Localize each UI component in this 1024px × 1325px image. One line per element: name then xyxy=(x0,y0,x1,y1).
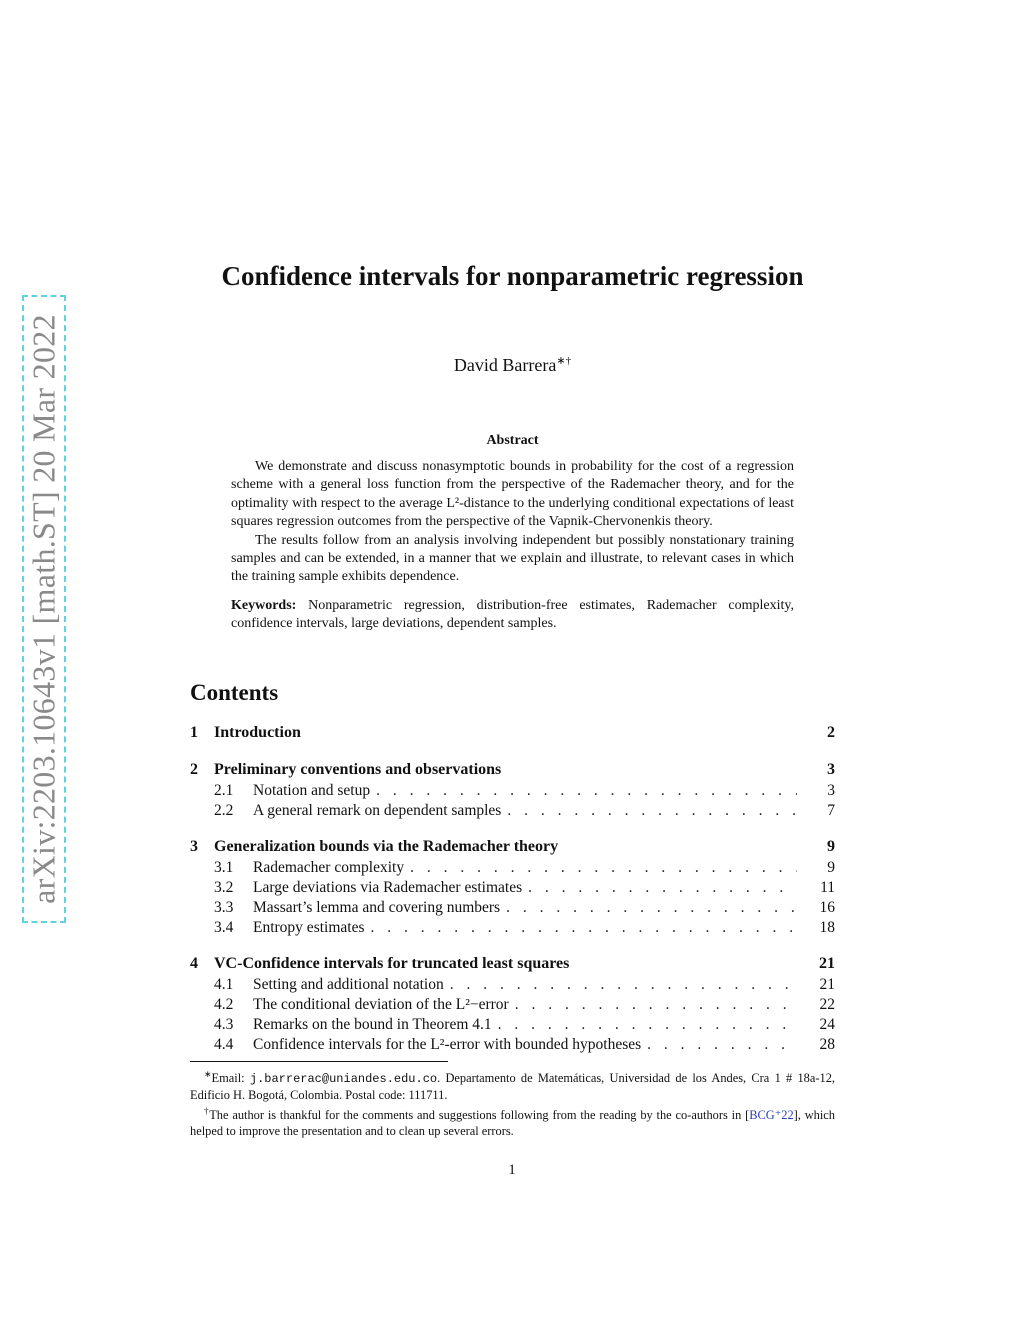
author-footnote-marks[interactable]: ∗† xyxy=(556,355,572,367)
toc-title: Notation and setup xyxy=(253,782,371,799)
toc-subentry[interactable] xyxy=(190,801,835,821)
toc-title: Entropy estimates xyxy=(253,919,365,936)
footnote-text-before: The author is thankful for the comments and suggestions following from the reading by the co-authors in [ xyxy=(209,1108,750,1123)
toc-section-1 xyxy=(190,722,835,744)
footnote-mark: † xyxy=(204,1106,210,1117)
toc-subentry[interactable] xyxy=(190,878,835,898)
toc-subentry[interactable] xyxy=(190,1035,835,1055)
abstract-heading: Abstract xyxy=(486,433,539,448)
toc-leader-dots xyxy=(370,781,797,801)
toc-number: 1 xyxy=(190,724,198,741)
toc-subentry[interactable] xyxy=(190,1015,835,1035)
arxiv-id: arXiv:2203.10643v1 [math.ST] 20 Mar 2022 xyxy=(25,314,62,904)
footnote-affiliation: . Departamento de Matemáticas, Universidad de los Andes, Cra 1 # 18a-12, Edificio H. Bogotá, Colombia. Postal code: 111711. xyxy=(190,1071,835,1103)
toc-title: Setting and additional notation xyxy=(253,976,444,993)
toc-page: 22 xyxy=(819,996,835,1013)
abstract xyxy=(231,458,794,634)
toc-leader-dots xyxy=(500,898,797,918)
toc-number: 3.3 xyxy=(214,899,234,916)
footnote-2 xyxy=(190,1103,835,1139)
toc-number: 4.3 xyxy=(214,1016,234,1033)
toc-page: 21 xyxy=(819,976,835,993)
toc-number: 2 xyxy=(190,761,198,778)
keywords-text: Nonparametric regression, distribution-free estimates, Rademacher complexity, confidence intervals, large deviations, dependent samples. xyxy=(231,597,794,632)
toc-subentry[interactable] xyxy=(190,918,835,938)
toc-title: Rademacher complexity xyxy=(253,859,405,876)
toc-subentry[interactable] xyxy=(190,781,835,801)
toc-title: Introduction xyxy=(214,724,301,741)
toc-number: 4.2 xyxy=(214,996,234,1013)
toc-subentry[interactable] xyxy=(190,975,835,995)
toc-section-3 xyxy=(190,836,835,938)
toc-number: 2.1 xyxy=(214,782,234,799)
page-number: 1 xyxy=(508,1162,516,1178)
toc-title: Generalization bounds via the Rademacher theory xyxy=(214,838,559,855)
footnote-text-after: ], which helped to improve the presentation and to clean up several errors. xyxy=(190,1108,835,1139)
contents-heading: Contents xyxy=(190,680,279,705)
toc-page: 3 xyxy=(827,782,835,799)
toc-section-4 xyxy=(190,953,835,1055)
toc-title: A general remark on dependent samples xyxy=(253,802,502,819)
toc-entry[interactable] xyxy=(190,722,835,744)
toc-page: 24 xyxy=(819,1016,835,1033)
toc-page: 9 xyxy=(827,859,835,876)
footnote-email-prefix: Email: xyxy=(211,1071,245,1086)
toc-title: The conditional deviation of the L²−error xyxy=(253,996,509,1013)
toc-page: 9 xyxy=(827,838,835,855)
toc-title: Remarks on the bound in Theorem 4.1 xyxy=(253,1016,492,1033)
footnotes xyxy=(190,1066,835,1139)
toc-leader-dots xyxy=(444,975,797,995)
toc-page: 16 xyxy=(819,899,835,916)
toc-leader-dots xyxy=(501,801,797,821)
toc-number: 4.1 xyxy=(214,976,234,993)
toc-entry[interactable] xyxy=(190,953,835,975)
toc-subentry[interactable] xyxy=(190,858,835,878)
toc-title: Large deviations via Rademacher estimates xyxy=(253,879,523,896)
toc-subentry[interactable] xyxy=(190,898,835,918)
footnote-1 xyxy=(190,1066,835,1103)
toc-leader-dots xyxy=(492,1015,797,1035)
toc-entry[interactable] xyxy=(190,759,835,781)
toc-leader-dots xyxy=(404,858,797,878)
author-name: David Barrera xyxy=(453,355,557,375)
arxiv-stamp xyxy=(22,295,66,923)
toc-entry[interactable] xyxy=(190,836,835,858)
toc-page: 2 xyxy=(827,724,835,741)
toc-page: 18 xyxy=(819,919,835,936)
toc-number: 3.4 xyxy=(214,919,234,936)
toc-subentry[interactable] xyxy=(190,995,835,1015)
toc-title: VC-Confidence intervals for truncated least squares xyxy=(214,955,570,972)
toc-page: 21 xyxy=(819,955,835,972)
toc-page: 3 xyxy=(827,761,835,778)
toc-title: Confidence intervals for the L²-error with bounded hypotheses xyxy=(253,1036,642,1053)
footnote-mark: ∗ xyxy=(204,1069,212,1079)
toc-page: 7 xyxy=(827,802,835,819)
toc-leader-dots xyxy=(522,878,797,898)
keywords xyxy=(231,597,794,634)
footnote-rule xyxy=(190,1061,448,1062)
toc-title: Massart’s lemma and covering numbers xyxy=(253,899,501,916)
toc-leader-dots xyxy=(365,918,798,938)
table-of-contents xyxy=(190,722,835,1070)
toc-number: 3.2 xyxy=(214,879,234,896)
keywords-label: Keywords: xyxy=(231,597,297,613)
toc-leader-dots xyxy=(509,995,797,1015)
toc-number: 4 xyxy=(190,955,198,972)
toc-number: 2.2 xyxy=(214,802,234,819)
toc-number: 4.4 xyxy=(214,1036,234,1053)
paper-title: Confidence intervals for nonparametric regression xyxy=(221,261,804,291)
toc-page: 28 xyxy=(819,1036,835,1053)
citation-link[interactable]: BCG⁺22 xyxy=(749,1108,794,1123)
toc-number: 3 xyxy=(190,838,198,855)
abstract-paragraph-2: The results follow from an analysis involving independent but possibly nonstationary training samples and can be extended, in a manner that we explain and illustrate, to relevant cases in which the training sample exhibits dependence. xyxy=(231,532,794,585)
toc-page: 11 xyxy=(820,879,835,896)
author xyxy=(190,354,835,376)
abstract-paragraph-1: We demonstrate and discuss nonasymptotic bounds in probability for the cost of a regression scheme with a general loss function from the perspective of the Rademacher theory, and for the optimality with respect to the average L²-distance to the underlying conditional expectations of least squares regression outcomes from the perspective of the Vapnik-Chervonenkis theory. xyxy=(231,459,794,530)
toc-leader-dots xyxy=(641,1035,797,1055)
email-link[interactable]: j.barrerac@uniandes.edu.co xyxy=(249,1072,438,1087)
toc-title: Preliminary conventions and observations xyxy=(214,761,502,778)
toc-section-2 xyxy=(190,759,835,821)
toc-number: 3.1 xyxy=(214,859,234,876)
